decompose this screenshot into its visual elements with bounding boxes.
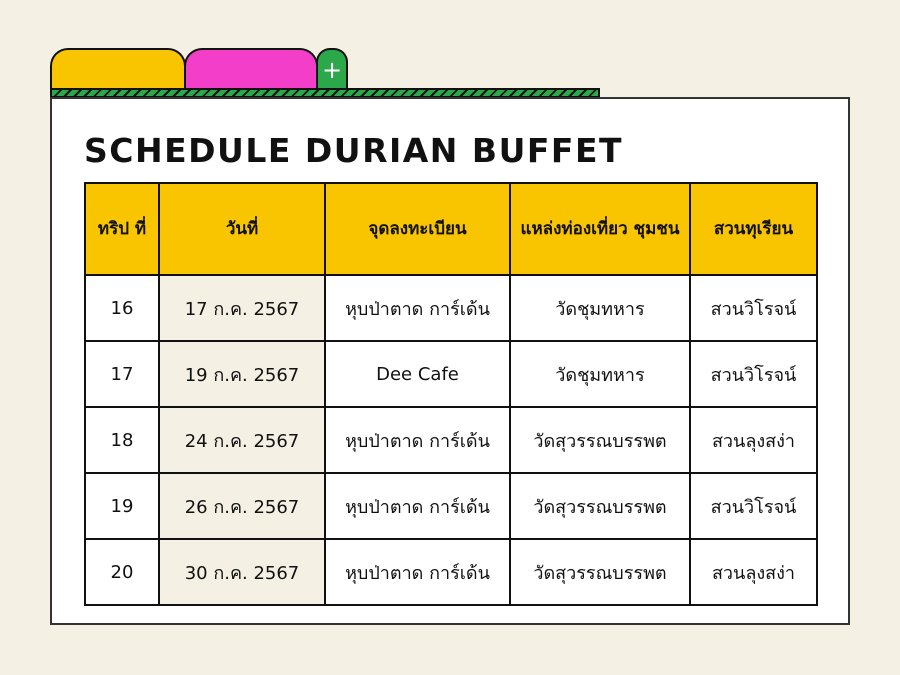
cell-trip: 19 xyxy=(85,473,159,539)
plus-icon: + xyxy=(321,56,343,84)
cell-durian-orchard: สวนวิโรจน์ xyxy=(690,473,817,539)
cell-date: 24 ก.ค. 2567 xyxy=(159,407,325,473)
cell-trip: 20 xyxy=(85,539,159,605)
header-registration-point: จุดลงทะเบียน xyxy=(325,183,510,275)
cell-durian-orchard: สวนวิโรจน์ xyxy=(690,275,817,341)
cell-date: 19 ก.ค. 2567 xyxy=(159,341,325,407)
header-durian-orchard: สวนทุเรียน xyxy=(690,183,817,275)
cell-trip: 18 xyxy=(85,407,159,473)
cell-durian-orchard: สวนลุงสง่า xyxy=(690,539,817,605)
cell-registration-point: หุบป่าตาด การ์เด้น xyxy=(325,407,510,473)
cell-date: 26 ก.ค. 2567 xyxy=(159,473,325,539)
header-community-attraction: แหล่งท่องเที่ยว ชุมชน xyxy=(510,183,690,275)
cell-date: 17 ก.ค. 2567 xyxy=(159,275,325,341)
cell-registration-point: หุบป่าตาด การ์เด้น xyxy=(325,275,510,341)
cell-registration-point: Dee Cafe xyxy=(325,341,510,407)
table-row xyxy=(85,275,817,341)
table-row xyxy=(85,539,817,605)
cell-trip: 17 xyxy=(85,341,159,407)
cell-registration-point: หุบป่าตาด การ์เด้น xyxy=(325,539,510,605)
cell-community-attraction: วัดชุมทหาร xyxy=(510,341,690,407)
header-trip: ทริป ที่ xyxy=(85,183,159,275)
cell-durian-orchard: สวนลุงสง่า xyxy=(690,407,817,473)
cell-community-attraction: วัดสุวรรณบรรพต xyxy=(510,473,690,539)
cell-date: 30 ก.ค. 2567 xyxy=(159,539,325,605)
cell-community-attraction: วัดสุวรรณบรรพต xyxy=(510,407,690,473)
cell-registration-point: หุบป่าตาด การ์เด้น xyxy=(325,473,510,539)
schedule-table xyxy=(84,182,818,606)
page-title: SCHEDULE DURIAN BUFFET xyxy=(84,131,624,170)
table-row xyxy=(85,473,817,539)
header-date: วันที่ xyxy=(159,183,325,275)
cell-trip: 16 xyxy=(85,275,159,341)
cell-community-attraction: วัดชุมทหาร xyxy=(510,275,690,341)
cell-community-attraction: วัดสุวรรณบรรพต xyxy=(510,539,690,605)
table-header-row xyxy=(85,183,817,275)
schedule-card xyxy=(50,97,850,625)
table-row xyxy=(85,341,817,407)
table-row xyxy=(85,407,817,473)
cell-durian-orchard: สวนวิโรจน์ xyxy=(690,341,817,407)
